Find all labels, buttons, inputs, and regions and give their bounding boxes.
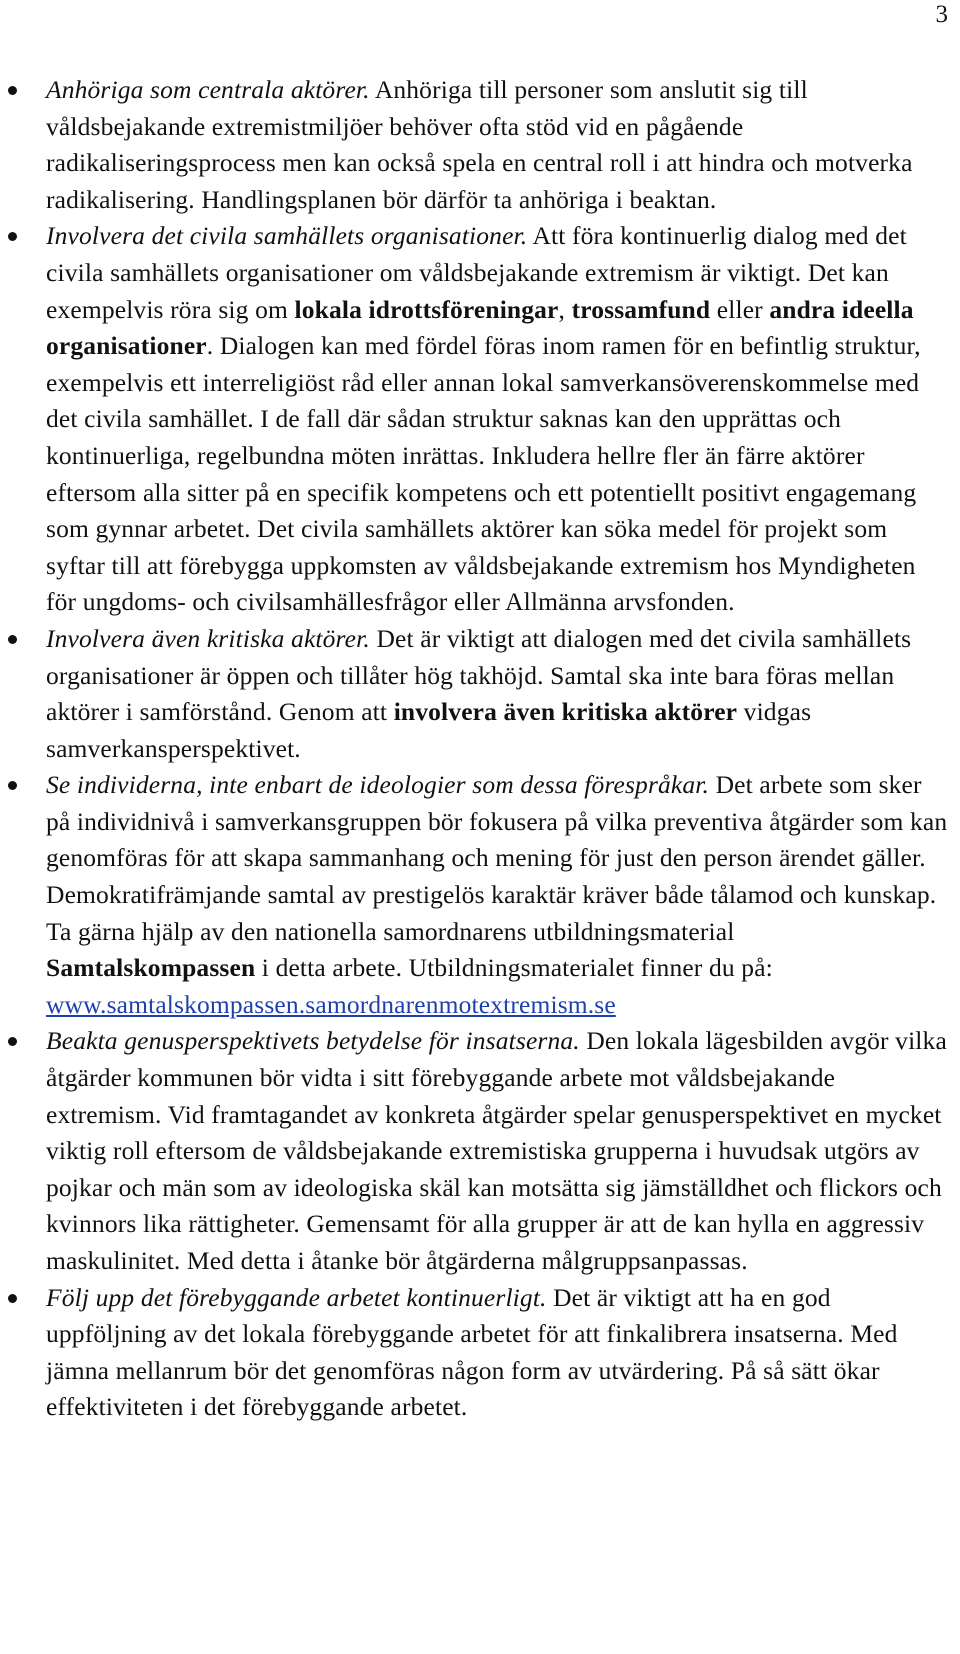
bullet-icon — [8, 781, 17, 790]
list-item-kritiska-aktorer — [0, 621, 960, 767]
samtalskompassen-link[interactable]: www.samtalskompassen.samordnarenmotextremism.se — [46, 989, 616, 1019]
recommendation-list — [0, 72, 960, 1426]
item-heading: Se individerna, inte enbart de ideologier som dessa förespråkar. — [46, 770, 710, 800]
item-text: , — [558, 294, 572, 324]
emphasis-trossamfund: trossamfund — [571, 294, 711, 324]
item-heading: Följ upp det förebyggande arbetet kontinuerligt. — [46, 1282, 547, 1312]
bullet-icon — [8, 1037, 17, 1046]
emphasis-ideella-organisationer: andra ideella organisationer — [46, 294, 914, 361]
item-heading: Involvera det civila samhällets organisationer. — [46, 221, 528, 251]
item-text: i detta arbete. Utbildningsmaterialet finner du på: — [255, 953, 773, 983]
list-item-uppfoljning — [0, 1280, 960, 1426]
bullet-icon — [8, 1294, 17, 1303]
list-item-anhoriga — [0, 72, 960, 218]
emphasis-idrottsforeningar: lokala idrottsföreningar — [294, 294, 559, 324]
item-text: . Dialogen kan med fördel föras inom ramen för en befintlig struktur, exempelvis ett interreligiöst råd eller annan lokal samverkansöverenskommelse med det civila samhället. I de fall där sådan struktur saknas kan den upprättas och kontinuerliga, regelbundna möten inrättas. Inkludera hellre fler än färre aktörer eftersom alla sitter på en specifik kompetens och ett potentiellt positivt engagemang som gynnar arbetet. Det civila samhällets aktörer kan söka medel för projekt som syftar till att förebygga uppkomsten av våldsbejakande extremism hos Myndigheten för ungdoms- och civilsamhällesfrågor eller Allmänna arvsfonden. — [46, 331, 921, 617]
item-text: Det arbete som sker på individnivå i samverkansgruppen bör fokusera på vilka preventiva åtgärder som kan genomföras för att skapa sammanhang och mening för just den person ärendet gäller. Demokratifrämjande samtal av prestigelös karaktär kräver både tålamod och kunskap. Ta gärna hjälp av den nationella samordnarens utbildningsmaterial — [46, 770, 948, 946]
bullet-icon — [8, 86, 17, 95]
list-item-civila-samhallet — [0, 218, 960, 621]
list-item-individerna — [0, 767, 960, 1023]
item-heading: Beakta genusperspektivets betydelse för insatserna. — [46, 1026, 580, 1056]
item-heading: Anhöriga som centrala aktörer. — [46, 75, 370, 104]
page-number: 3 — [935, 1, 948, 28]
bullet-icon — [8, 635, 17, 644]
item-text: Att föra kontinuerlig dialog med det civila samhällets organisationer om våldsbejakande extremism är viktigt. Det kan exempelvis röra sig om — [46, 221, 907, 324]
item-text: Det är viktigt att ha en god uppföljning av det lokala förebyggande arbetet för att finkalibrera insatserna. Med jämna mellanrum bör det genomföras någon form av utvärdering. På så sätt ökar effektiviteten i det förebyggande arbetet. — [46, 1282, 898, 1422]
list-item-genusperspektiv — [0, 1023, 960, 1279]
item-text: Det är viktigt att dialogen med det civila samhällets organisationer är öppen och tillåter hög takhöjd. Samtal ska inte bara föras mellan aktörer i samförstånd. Genom att — [46, 623, 912, 727]
item-text: vidgas samverkansperspektivet. — [46, 697, 812, 763]
item-heading: Involvera även kritiska aktörer. — [46, 623, 370, 653]
item-text: Anhöriga till personer som anslutit sig till våldsbejakande extremistmiljöer behöver ofta stöd vid en pågående radikaliseringsprocess men kan också spela en central roll i att hindra och motverka radikalisering. Handlingsplanen bör därför ta anhöriga i beaktan. — [46, 75, 913, 214]
item-text: Den lokala lägesbilden avgör vilka åtgärder kommunen bör vidta i sitt förebyggande arbete mot våldsbejakande extremism. Vid framtagandet av konkreta åtgärder spelar genusperspektivet en mycket viktig roll eftersom de våldsbejakande extremistiska grupperna i huvudsak utgörs av pojkar och män som av ideologiska skäl kan motsätta sig jämställdhet och flickors och kvinnors lika rättigheter. Gemensamt för alla grupper är att de kan hylla en aggressiv maskulinitet. Med detta i åtanke bör åtgärderna målgruppsanpassas. — [46, 1026, 947, 1275]
bullet-icon — [8, 232, 17, 241]
emphasis-samtalskompassen: Samtalskompassen — [46, 953, 256, 983]
emphasis-kritiska-aktorer: involvera även kritiska aktörer — [393, 697, 738, 727]
item-text: eller — [710, 294, 770, 324]
